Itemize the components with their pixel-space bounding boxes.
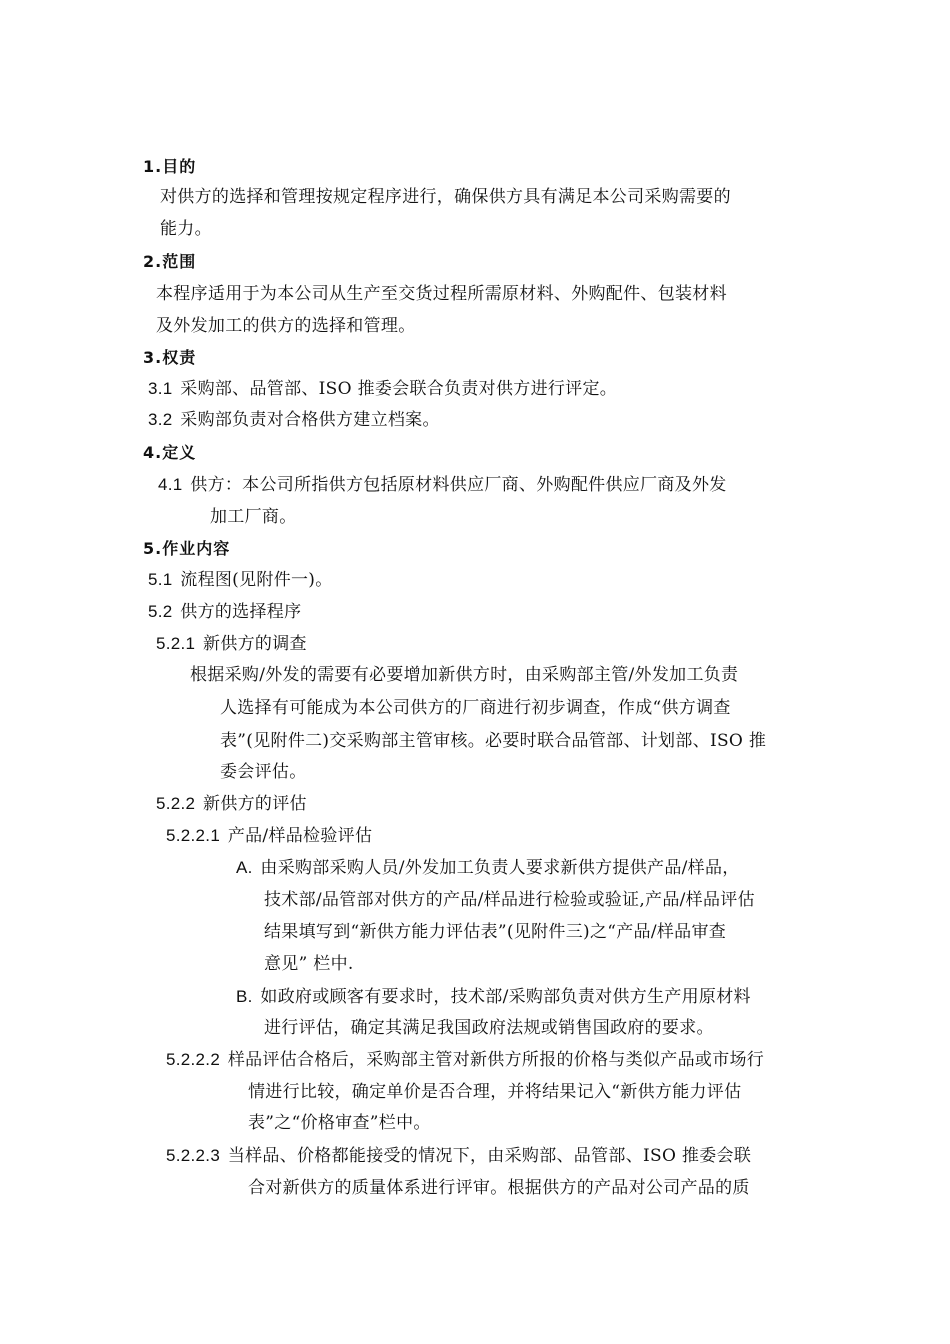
list-item xyxy=(148,378,617,400)
section-heading-definition: 4.定义 xyxy=(143,443,197,462)
item-text: 采购部负责对合格供方建立档案。 xyxy=(180,410,440,430)
item-number: 5.2 xyxy=(148,602,173,621)
paragraph-line: 能力。 xyxy=(160,219,212,239)
list-item xyxy=(148,601,301,623)
item-number: 5.2.2.1 xyxy=(166,826,221,845)
item-text: 供方：本公司所指供方包括原材料供应厂商、外购配件供应厂商及外发 xyxy=(190,475,727,495)
item-number: 5.2.2 xyxy=(156,794,196,813)
item-number: 5.2.1 xyxy=(156,634,196,653)
item-text: 采购部、品管部、ISO 推委会联合负责对供方进行评定。 xyxy=(180,379,618,399)
paragraph-line: 委会评估。 xyxy=(220,762,307,782)
item-text: 流程图(见附件一)。 xyxy=(180,570,333,590)
item-text: 新供方的评估 xyxy=(203,794,307,814)
item-text: 供方的选择程序 xyxy=(180,602,302,622)
paragraph-line: 及外发加工的供方的选择和管理。 xyxy=(156,316,416,336)
list-item xyxy=(156,793,307,815)
paragraph-line: 加工厂商。 xyxy=(210,507,297,527)
item-number: 5.1 xyxy=(148,570,173,589)
list-item xyxy=(156,633,307,655)
item-number: 3.2 xyxy=(148,410,173,429)
item-text: 由采购部采购人员/外发加工负责人要求新供方提供产品/样品， xyxy=(260,858,740,878)
paragraph-line: 合对新供方的质量体系进行评审。根据供方的产品对公司产品的质 xyxy=(248,1178,750,1198)
paragraph-line: 情进行比较，确定单价是否合理，并将结果记入“新供方能力评估 xyxy=(248,1082,742,1102)
item-text: 产品/样品检验评估 xyxy=(227,826,373,846)
item-number: 4.1 xyxy=(158,475,183,494)
item-label: B. xyxy=(236,987,253,1006)
section-heading-work-content: 5.作业内容 xyxy=(143,539,231,558)
list-item xyxy=(148,569,333,591)
paragraph-line: 进行评估，确定其满足我国政府法规或销售国政府的要求。 xyxy=(264,1018,714,1038)
item-text: 新供方的调查 xyxy=(203,634,307,654)
section-heading-purpose: 1.目的 xyxy=(143,157,197,176)
paragraph-line: 对供方的选择和管理按规定程序进行，确保供方具有满足本公司采购需要的 xyxy=(160,187,731,207)
item-text: 如政府或顾客有要求时，技术部/采购部负责对供方生产用原材料 xyxy=(260,987,751,1007)
item-label: A. xyxy=(236,858,253,877)
paragraph-line: 意见” 栏中. xyxy=(264,954,354,974)
paragraph-line: 结果填写到“新供方能力评估表”(见附件三)之“产品/样品审查 xyxy=(264,922,727,942)
list-item xyxy=(158,474,727,496)
paragraph-line: 表”(见附件二)交采购部主管审核。必要时联合品管部、计划部、ISO 推 xyxy=(220,731,767,751)
list-item-a xyxy=(236,857,740,879)
list-item-b xyxy=(236,986,751,1008)
paragraph-line: 技术部/品管部对供方的产品/样品进行检验或验证,产品/样品评估 xyxy=(264,890,755,910)
item-text: 当样品、价格都能接受的情况下，由采购部、品管部、ISO 推委会联 xyxy=(227,1146,752,1166)
section-heading-scope: 2.范围 xyxy=(143,252,197,271)
item-number: 5.2.2.3 xyxy=(166,1146,221,1165)
paragraph-line: 根据采购/外发的需要有必要增加新供方时，由采购部主管/外发加工负责 xyxy=(190,665,739,685)
paragraph-line: 人选择有可能成为本公司供方的厂商进行初步调查，作成“供方调查 xyxy=(220,698,731,718)
item-number: 5.2.2.2 xyxy=(166,1050,221,1069)
list-item xyxy=(166,1145,751,1167)
list-item xyxy=(166,1049,764,1071)
paragraph-line: 表”之“价格审查”栏中。 xyxy=(248,1113,431,1133)
paragraph-line: 本程序适用于为本公司从生产至交货过程所需原材料、外购配件、包装材料 xyxy=(156,284,727,304)
section-heading-responsibility: 3.权责 xyxy=(143,348,197,367)
item-number: 3.1 xyxy=(148,379,173,398)
item-text: 样品评估合格后，采购部主管对新供方所报的价格与类似产品或市场行 xyxy=(227,1050,765,1070)
list-item xyxy=(148,409,440,431)
list-item xyxy=(166,825,372,847)
